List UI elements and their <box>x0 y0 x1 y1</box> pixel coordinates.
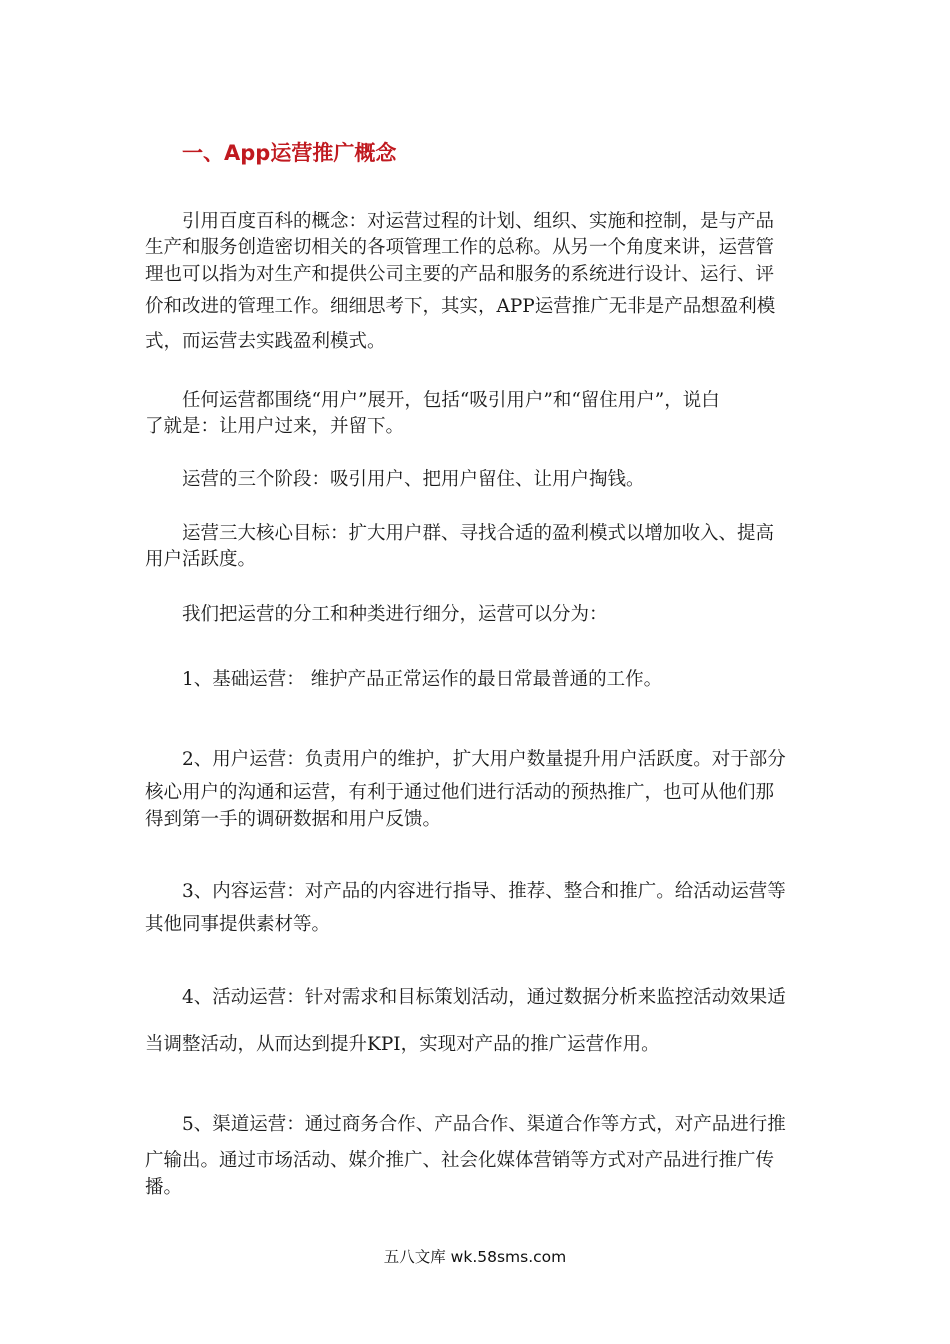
text-line: 了就是：让用户过来，并留下。 <box>145 416 405 437</box>
text-line: 核心用户的沟通和运营，有利于通过他们进行活动的预热推广，也可从他们那 <box>145 782 775 803</box>
text-line: 播。 <box>145 1177 183 1198</box>
text-line: 3、内容运营：对产品的内容进行指导、推荐、整合和推广。给活动运营等 <box>182 881 786 902</box>
text-line: 运营的三个阶段：吸引用户、把用户留住、让用户掏钱。 <box>182 469 645 490</box>
text-line: 得到第一手的调研数据和用户反馈。 <box>145 809 442 830</box>
text-line: 2、用户运营：负责用户的维护，扩大用户数量提升用户活跃度。对于部分 <box>182 749 786 770</box>
text-line: 其他同事提供素材等。 <box>145 914 331 935</box>
text-line: 价和改进的管理工作。细细思考下，其实，APP运营推广无非是产品想盈利模 <box>145 296 776 317</box>
text-line: 式，而运营去实践盈利模式。 <box>145 331 386 352</box>
text-line: 4、活动运营：针对需求和目标策划活动，通过数据分析来监控活动效果适 <box>182 987 786 1008</box>
text-line: 5、渠道运营：通过商务合作、产品合作、渠道合作等方式，对产品进行推 <box>182 1114 786 1135</box>
text-line: 任何运营都围绕“用户”展开，包括“吸引用户”和“留住用户”，说白 <box>182 390 720 411</box>
text-line: 运营三大核心目标：扩大用户群、寻找合适的盈利模式以增加收入、提高 <box>182 523 775 544</box>
section-heading: 一、App运营推广概念 <box>182 141 397 165</box>
text-line: 理也可以指为对生产和提供公司主要的产品和服务的系统进行设计、运行、评 <box>145 264 775 285</box>
text-line: 我们把运营的分工和种类进行细分，运营可以分为： <box>182 604 608 625</box>
page-footer: 五八文库 wk.58sms.com <box>383 1248 567 1266</box>
text-line: 1、基础运营： 维护产品正常运作的最日常最普通的工作。 <box>182 669 663 690</box>
text-line: 引用百度百科的概念：对运营过程的计划、组织、实施和控制，是与产品 <box>182 211 775 232</box>
text-line: 用户活跃度。 <box>145 549 257 570</box>
text-line: 生产和服务创造密切相关的各项管理工作的总称。从另一个角度来讲，运营管 <box>145 237 775 258</box>
text-line: 当调整活动，从而达到提升KPI，实现对产品的推广运营作用。 <box>145 1034 660 1055</box>
text-line: 广输出。通过市场活动、媒介推广、社会化媒体营销等方式对产品进行推广传 <box>145 1150 775 1171</box>
